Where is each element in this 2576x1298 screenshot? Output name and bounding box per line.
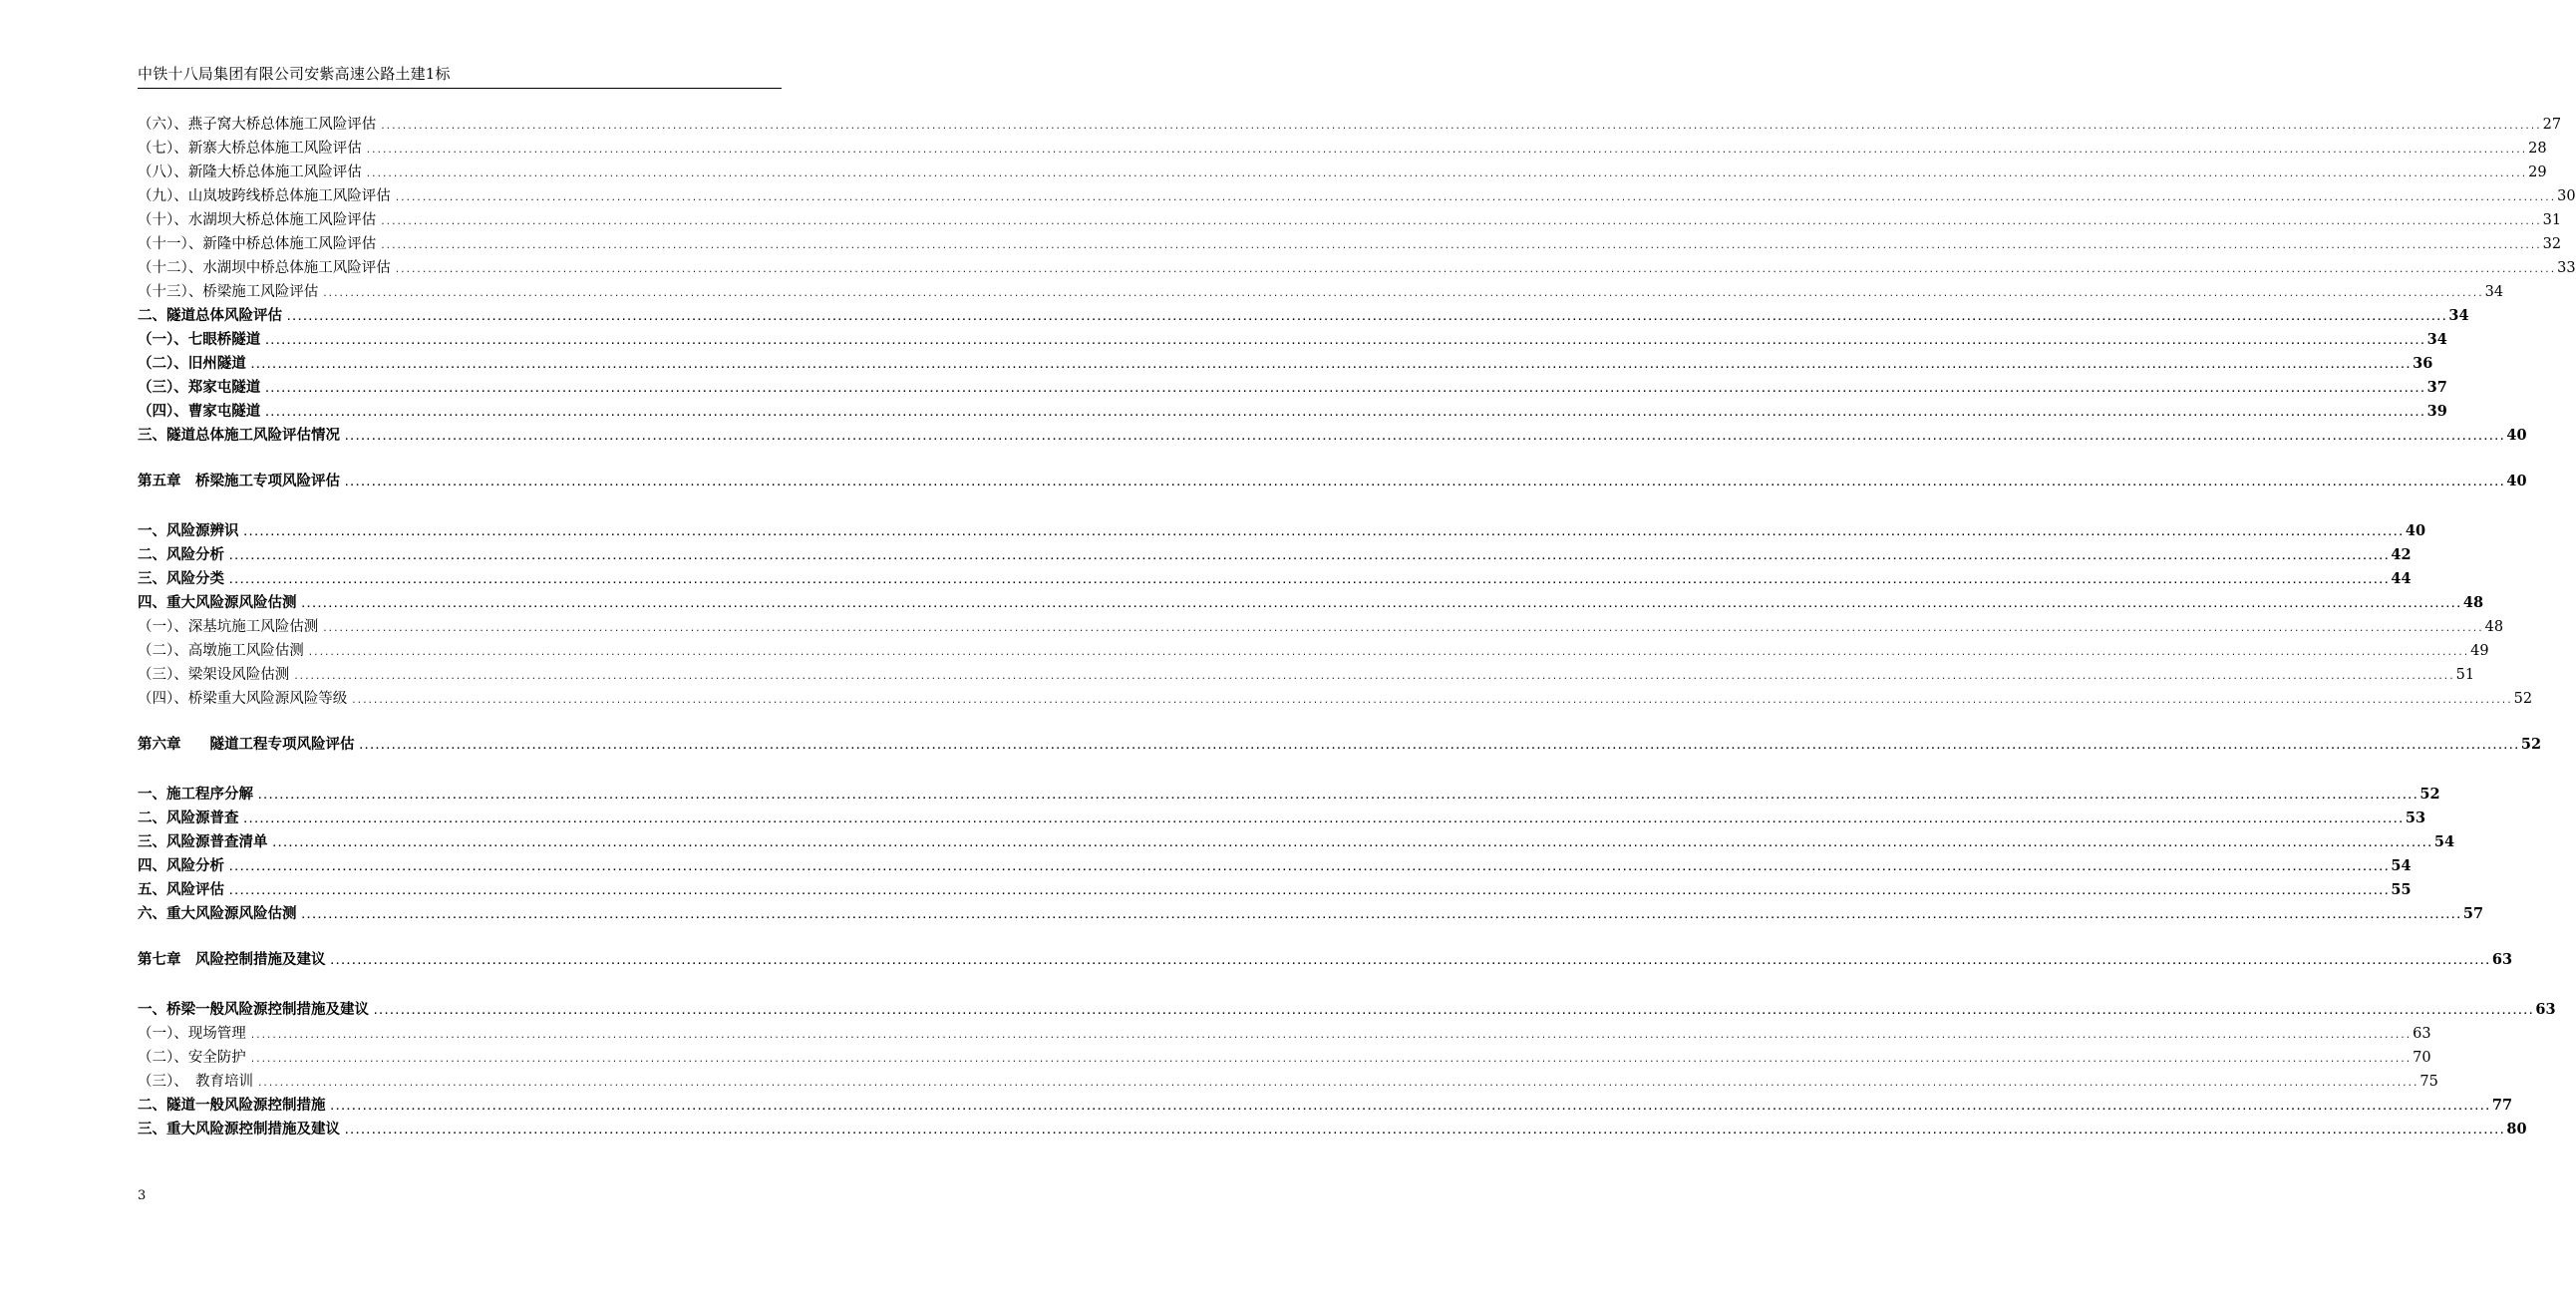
table-of-contents: [138, 113, 2576, 1141]
toc-entry-label: 第五章 桥梁施工专项风险评估: [138, 473, 340, 489]
toc-entry-label: 三、隧道总体施工风险评估情况: [138, 427, 340, 444]
toc-entry[interactable]: [138, 639, 2489, 663]
dot-leader: ................................................................................................................................................................................................................................................................................................................................................................................................................: [322, 624, 2483, 634]
toc-entry-label: （二）、旧州隧道: [138, 355, 246, 372]
dot-leader: ................................................................................................................................................................................................................................................................................................................................................................................................................: [344, 1127, 2505, 1136]
toc-entry-page: 63: [2413, 1026, 2431, 1042]
toc-entry-page: 63: [2491, 951, 2513, 968]
dot-leader: ................................................................................................................................................................................................................................................................................................................................................................................................................: [394, 193, 2556, 203]
toc-entry-label: （二）、安全防护: [138, 1050, 246, 1066]
toc-entry[interactable]: [138, 113, 2562, 137]
dot-leader: ................................................................................................................................................................................................................................................................................................................................................................................................................: [380, 241, 2541, 251]
toc-entry-page: 33: [2557, 260, 2576, 276]
toc-entry-page: 75: [2419, 1074, 2438, 1090]
page-header-title: 中铁十八局集团有限公司安紫高速公路土建1标: [138, 65, 451, 83]
dot-leader: ................................................................................................................................................................................................................................................................................................................................................................................................................: [242, 815, 2404, 825]
toc-entry[interactable]: [138, 591, 2484, 615]
dot-leader: ................................................................................................................................................................................................................................................................................................................................................................................................................: [300, 911, 2461, 921]
toc-entry-page: 40: [2506, 473, 2527, 489]
toc-entry-label: 五、风险评估: [138, 881, 224, 898]
toc-entry-page: 52: [2513, 691, 2533, 707]
toc-entry-label: 一、风险源辨识: [138, 522, 239, 539]
toc-entry-label: 二、风险源普查: [138, 810, 239, 826]
toc-entry-label: 六、重大风险源风险估测: [138, 905, 297, 922]
toc-entry[interactable]: [138, 519, 2426, 543]
toc-entry-page: 54: [2391, 857, 2412, 874]
dot-leader: ................................................................................................................................................................................................................................................................................................................................................................................................................: [228, 576, 2390, 586]
toc-entry[interactable]: [138, 424, 2527, 448]
toc-entry-page: 39: [2426, 403, 2447, 420]
toc-entry[interactable]: [138, 161, 2547, 184]
dot-leader: ................................................................................................................................................................................................................................................................................................................................................................................................................: [228, 863, 2390, 873]
toc-entry-page: 31: [2542, 212, 2562, 228]
dot-leader: ................................................................................................................................................................................................................................................................................................................................................................................................................: [300, 600, 2461, 610]
toc-entry-page: 48: [2462, 594, 2484, 611]
toc-entry-page: 51: [2455, 667, 2475, 683]
toc-entry[interactable]: [138, 663, 2475, 687]
dot-leader: ................................................................................................................................................................................................................................................................................................................................................................................................................: [329, 957, 2490, 967]
toc-entry-page: 40: [2405, 522, 2426, 539]
dot-leader: ................................................................................................................................................................................................................................................................................................................................................................................................................: [344, 433, 2505, 443]
toc-entry[interactable]: [138, 376, 2447, 400]
toc-entry-page: 34: [2426, 331, 2447, 348]
toc-entry-label: 四、风险分析: [138, 857, 224, 874]
toc-entry[interactable]: [138, 400, 2447, 424]
toc-chapter-entry[interactable]: [138, 948, 2513, 972]
toc-entry[interactable]: [138, 352, 2433, 376]
toc-entry-page: 42: [2391, 546, 2412, 563]
toc-entry-page: 34: [2484, 284, 2504, 300]
toc-entry[interactable]: [138, 543, 2412, 567]
toc-entry-page: 36: [2413, 355, 2433, 372]
toc-entry[interactable]: [138, 304, 2469, 328]
toc-entry-label: 二、隧道总体风险评估: [138, 307, 282, 324]
toc-entry-page: 52: [2520, 736, 2542, 753]
page-number: 3: [138, 1188, 147, 1203]
toc-entry[interactable]: [138, 830, 2455, 854]
dot-leader: ................................................................................................................................................................................................................................................................................................................................................................................................................: [344, 479, 2505, 488]
toc-entry-label: （十三）、桥梁施工风险评估: [138, 284, 319, 300]
toc-chapter-entry[interactable]: [138, 733, 2542, 757]
toc-entry-page: 44: [2391, 570, 2412, 587]
toc-entry-page: 48: [2484, 619, 2504, 635]
dot-leader: ................................................................................................................................................................................................................................................................................................................................................................................................................: [365, 169, 2527, 179]
toc-entry-page: 52: [2419, 786, 2440, 803]
toc-entry-label: （四）、曹家屯隧道: [138, 403, 261, 420]
toc-chapter-entry[interactable]: [138, 470, 2527, 493]
toc-entry[interactable]: [138, 232, 2562, 256]
toc-entry-label: 三、重大风险源控制措施及建议: [138, 1121, 340, 1137]
toc-entry-label: 三、风险源普查清单: [138, 833, 268, 850]
toc-entry-page: 37: [2426, 379, 2447, 396]
toc-entry-label: 一、施工程序分解: [138, 786, 253, 803]
toc-entry-label: 第六章 隧道工程专项风险评估: [138, 736, 355, 753]
toc-entry-page: 54: [2433, 833, 2455, 850]
dot-leader: ................................................................................................................................................................................................................................................................................................................................................................................................................: [351, 696, 2512, 706]
toc-entry-page: 80: [2506, 1121, 2527, 1137]
toc-entry-page: 28: [2528, 141, 2547, 157]
dot-leader: ................................................................................................................................................................................................................................................................................................................................................................................................................: [286, 313, 2447, 323]
dot-leader: ................................................................................................................................................................................................................................................................................................................................................................................................................: [264, 409, 2425, 419]
dot-leader: ................................................................................................................................................................................................................................................................................................................................................................................................................: [380, 122, 2541, 132]
toc-entry[interactable]: [138, 137, 2547, 161]
toc-entry-label: 四、重大风险源风险估测: [138, 594, 297, 611]
dot-leader: ................................................................................................................................................................................................................................................................................................................................................................................................................: [307, 648, 2469, 658]
toc-entry-page: 34: [2448, 307, 2469, 324]
toc-entry-label: （六）、燕子窝大桥总体施工风险评估: [138, 117, 377, 133]
toc-entry-page: 63: [2535, 1001, 2556, 1018]
toc-entry-label: （四）、桥梁重大风险源风险等级: [138, 691, 348, 707]
toc-entry-label: （七）、新寨大桥总体施工风险评估: [138, 141, 362, 157]
toc-entry-label: 二、隧道一般风险源控制措施: [138, 1097, 326, 1114]
toc-entry-page: 32: [2542, 236, 2562, 252]
dot-leader: ................................................................................................................................................................................................................................................................................................................................................................................................................: [264, 385, 2425, 395]
toc-entry[interactable]: [138, 854, 2412, 878]
dot-leader: ................................................................................................................................................................................................................................................................................................................................................................................................................: [257, 1079, 2418, 1089]
toc-entry[interactable]: [138, 1070, 2438, 1094]
toc-entry[interactable]: [138, 783, 2440, 807]
toc-entry-label: 一、桥梁一般风险源控制措施及建议: [138, 1001, 369, 1018]
toc-entry[interactable]: [138, 208, 2562, 232]
toc-entry[interactable]: [138, 256, 2576, 280]
toc-entry[interactable]: [138, 687, 2533, 711]
toc-entry-page: 40: [2506, 427, 2527, 444]
toc-entry-label: （八）、新隆大桥总体施工风险评估: [138, 164, 362, 180]
toc-entry[interactable]: [138, 1094, 2513, 1118]
toc-entry[interactable]: [138, 1046, 2431, 1070]
toc-entry-label: 二、风险分析: [138, 546, 224, 563]
toc-entry[interactable]: [138, 328, 2447, 352]
toc-entry-label: 第七章 风险控制措施及建议: [138, 951, 326, 968]
toc-entry[interactable]: [138, 280, 2504, 304]
dot-leader: ................................................................................................................................................................................................................................................................................................................................................................................................................: [322, 289, 2483, 299]
dot-leader: ................................................................................................................................................................................................................................................................................................................................................................................................................: [249, 361, 2412, 371]
toc-entry-label: （三）、 教育培训: [138, 1074, 253, 1090]
dot-leader: ................................................................................................................................................................................................................................................................................................................................................................................................................: [329, 1103, 2490, 1113]
toc-entry-label: （十二）、水湖坝中桥总体施工风险评估: [138, 260, 391, 276]
dot-leader: ................................................................................................................................................................................................................................................................................................................................................................................................................: [394, 265, 2556, 275]
dot-leader: ................................................................................................................................................................................................................................................................................................................................................................................................................: [249, 1031, 2412, 1041]
dot-leader: ................................................................................................................................................................................................................................................................................................................................................................................................................: [271, 839, 2432, 849]
toc-entry[interactable]: [138, 807, 2426, 830]
toc-entry-page: 27: [2542, 117, 2562, 133]
toc-entry-label: （十）、水湖坝大桥总体施工风险评估: [138, 212, 377, 228]
toc-entry[interactable]: [138, 902, 2484, 926]
toc-entry-label: 三、风险分类: [138, 570, 224, 587]
toc-entry[interactable]: [138, 615, 2504, 639]
toc-entry-page: 30: [2557, 188, 2576, 204]
toc-entry-page: 53: [2405, 810, 2426, 826]
dot-leader: ................................................................................................................................................................................................................................................................................................................................................................................................................: [380, 217, 2541, 227]
dot-leader: ................................................................................................................................................................................................................................................................................................................................................................................................................: [228, 552, 2390, 562]
toc-entry-label: （一）、现场管理: [138, 1026, 246, 1042]
dot-leader: ................................................................................................................................................................................................................................................................................................................................................................................................................: [358, 742, 2519, 752]
dot-leader: ................................................................................................................................................................................................................................................................................................................................................................................................................: [264, 337, 2425, 347]
toc-entry-page: 49: [2470, 643, 2489, 659]
dot-leader: ................................................................................................................................................................................................................................................................................................................................................................................................................: [228, 887, 2390, 897]
toc-entry-label: （十一）、新隆中桥总体施工风险评估: [138, 236, 377, 252]
dot-leader: ................................................................................................................................................................................................................................................................................................................................................................................................................: [257, 792, 2418, 802]
toc-entry[interactable]: [138, 1118, 2527, 1141]
dot-leader: ................................................................................................................................................................................................................................................................................................................................................................................................................: [365, 146, 2527, 156]
dot-leader: ................................................................................................................................................................................................................................................................................................................................................................................................................: [373, 1007, 2534, 1017]
toc-entry-page: 29: [2528, 164, 2547, 180]
toc-entry[interactable]: [138, 184, 2576, 208]
toc-entry-label: （九）、山岚坡跨线桥总体施工风险评估: [138, 188, 391, 204]
toc-entry-label: （三）、梁架设风险估测: [138, 667, 290, 683]
header-divider: [138, 88, 782, 89]
toc-entry[interactable]: [138, 567, 2412, 591]
toc-entry-label: （一）、七眼桥隧道: [138, 331, 261, 348]
toc-entry-page: 55: [2391, 881, 2412, 898]
dot-leader: ................................................................................................................................................................................................................................................................................................................................................................................................................: [293, 672, 2454, 682]
toc-entry-label: （一）、深基坑施工风险估测: [138, 619, 319, 635]
toc-entry[interactable]: [138, 998, 2556, 1022]
toc-entry-label: （三）、郑家屯隧道: [138, 379, 261, 396]
toc-entry[interactable]: [138, 878, 2412, 902]
dot-leader: ................................................................................................................................................................................................................................................................................................................................................................................................................: [242, 528, 2404, 538]
toc-entry-page: 57: [2462, 905, 2484, 922]
toc-entry-label: （二）、高墩施工风险估测: [138, 643, 304, 659]
toc-entry-page: 70: [2413, 1050, 2431, 1066]
toc-entry[interactable]: [138, 1022, 2431, 1046]
toc-entry-page: 77: [2491, 1097, 2513, 1114]
dot-leader: ................................................................................................................................................................................................................................................................................................................................................................................................................: [249, 1055, 2412, 1065]
